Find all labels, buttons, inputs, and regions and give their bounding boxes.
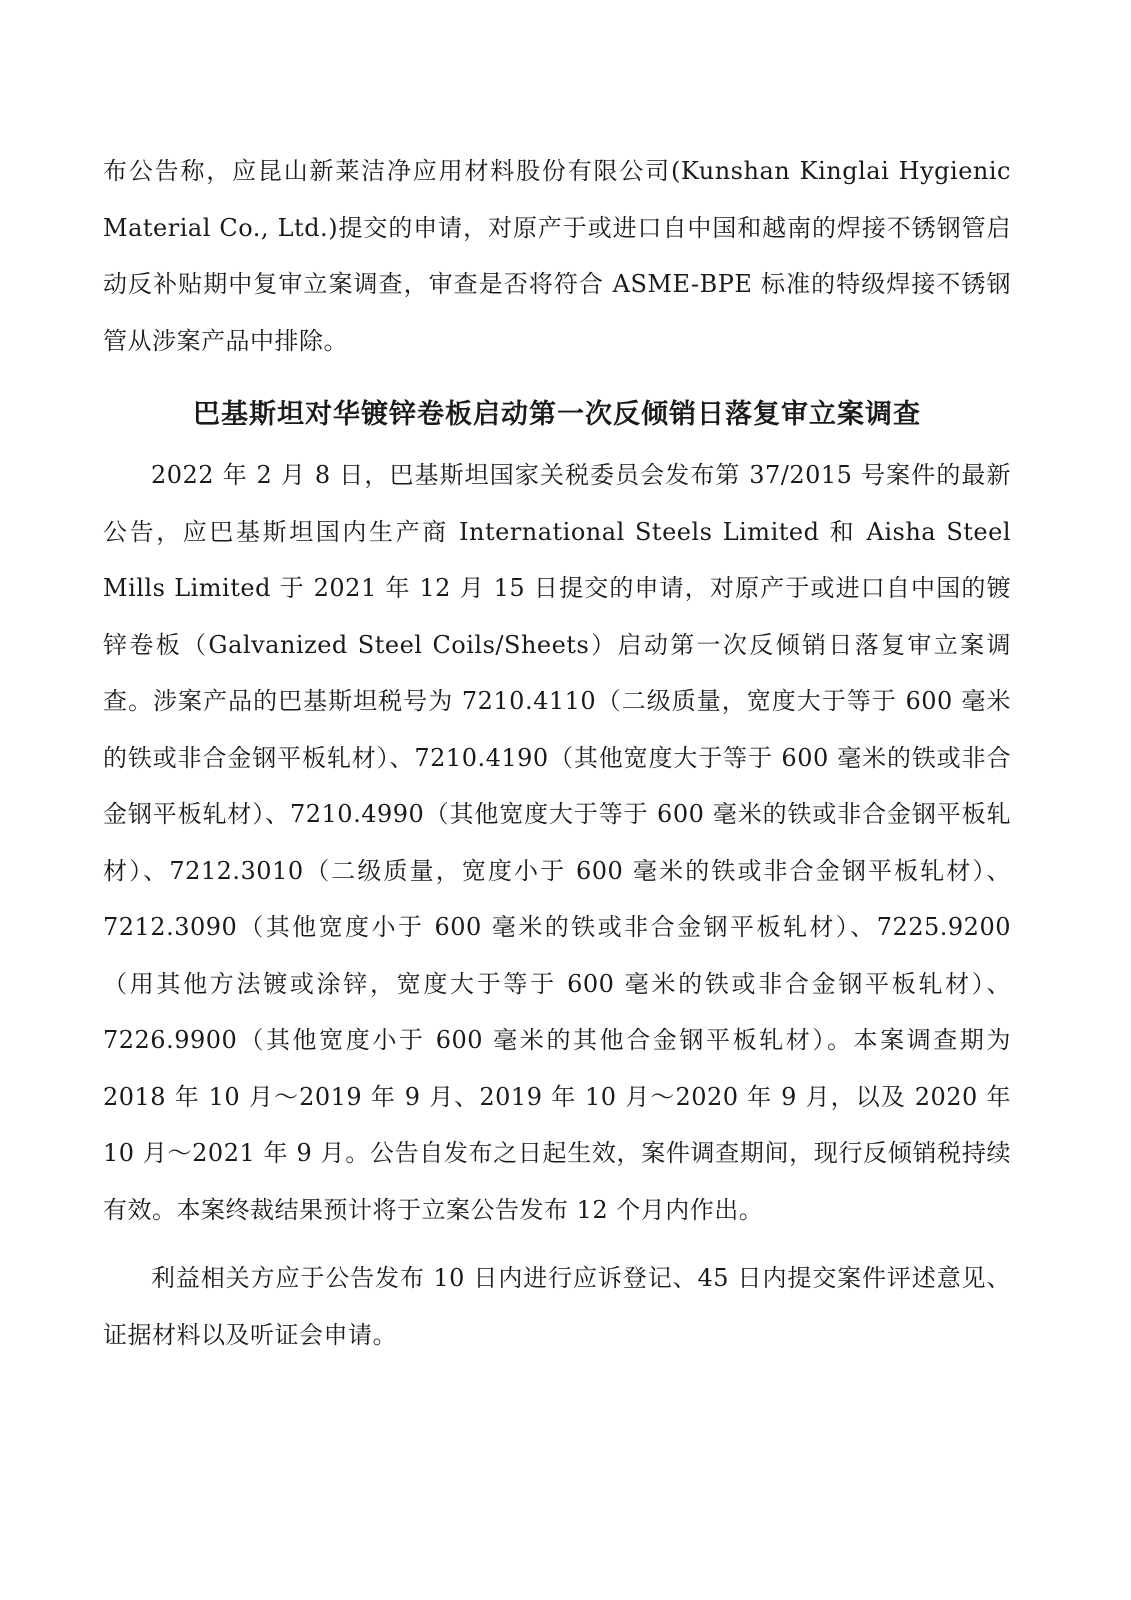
section-title: 巴基斯坦对华镀锌卷板启动第一次反倾销日落复审立案调查 — [193, 399, 921, 430]
document-page — [103, 143, 1011, 1363]
body-paragraph-1: 2022 年 2 月 8 日，巴基斯坦国家关税委员会发布第 37/2015 号案件的最新公告，应巴基斯坦国内生产商 International Steels Limited 和 Aisha Steel Mills Limited 于 2021 年 12 月 15 日提交的申请，对原产于或进口自中国的镀锌卷板（Galvanized Steel Coils/Sheets）启动第一次反倾销日落复审立案调查。涉案产品的巴基斯坦税号为 7210.4110（二级质量，宽度大于等于 600 毫米的铁或非合金钢平板轧材）、7210.4190（其他宽度大于等于 600 毫米的铁或非合金钢平板轧材）、7210.4990（其他宽度大于等于 600 毫米的铁或非合金钢平板轧材）、7212.3010（二级质量，宽度小于 600 毫米的铁或非合金钢平板轧材）、7212.3090（其他宽度小于 600 毫米的铁或非合金钢平板轧材）、7225.9200（用其他方法镀或涂锌，宽度大于等于 600 毫米的铁或非合金钢平板轧材）、7226.9900（其他宽度小于 600 毫米的其他合金钢平板轧材）。本案调查期为 2018 年 10 月～2019 年 9 月、2019 年 10 月～2020 年 9 月，以及 2020 年 10 月～2021 年 9 月。公告自发布之日起生效，案件调查期间，现行反倾销税持续有效。本案终裁结果预计将于立案公告发布 12 个月内作出。 — [103, 461, 1011, 1224]
continuation-paragraph: 布公告称，应昆山新莱洁净应用材料股份有限公司(Kunshan Kinglai Hygienic Material Co., Ltd.)提交的申请，对原产于或进口自中国和越南的焊接不锈钢管启动反补贴期中复审立案调查，审查是否将符合 ASME-BPE 标准的特级焊接不锈钢管从涉案产品中排除。 — [103, 157, 1011, 355]
body-paragraph-2: 利益相关方应于公告发布 10 日内进行应诉登记、45 日内提交案件评述意见、证据材料以及听证会申请。 — [103, 1264, 1011, 1349]
